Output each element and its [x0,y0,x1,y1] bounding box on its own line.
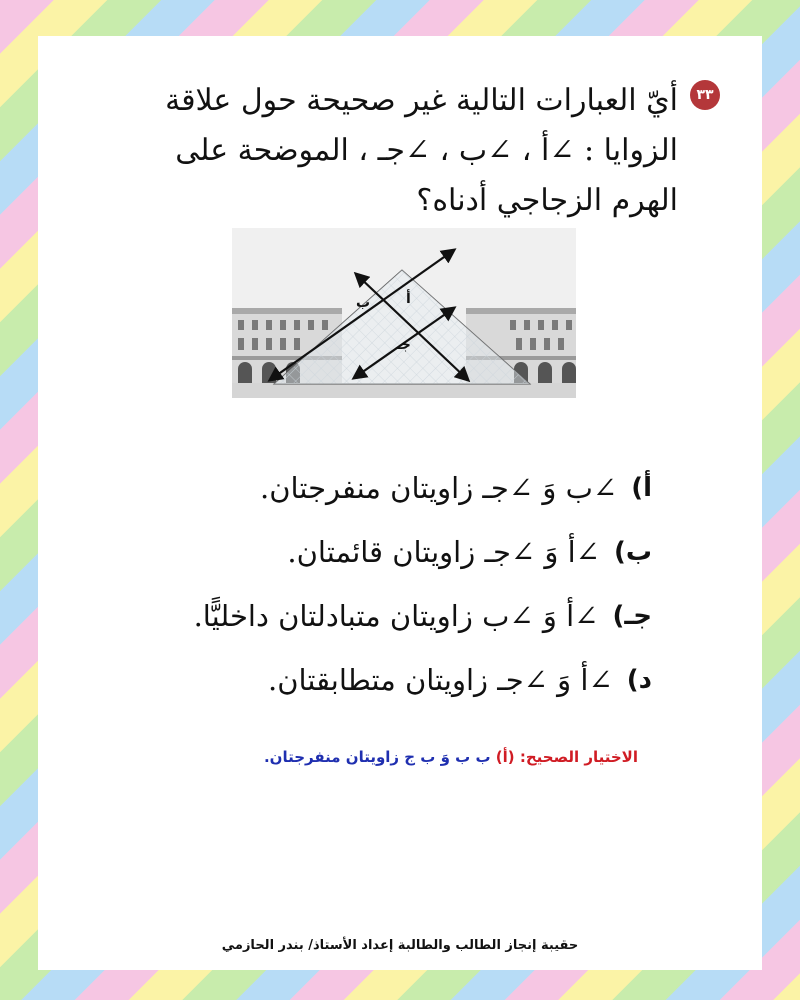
pyramid-diagram [232,228,576,398]
angle-label-b: ب [356,295,371,311]
question-line-2: الزوايا : ∠أ ، ∠ب ، ∠جـ ، الموضحة على [175,133,678,168]
angle-label-a: أ [406,291,411,307]
answer-options [132,456,652,712]
correct-answer-label: الاختيار الصحيح: (أ) [495,748,638,766]
correct-answer [198,748,638,766]
option-c-letter: جـ) [612,601,652,631]
question-line-1: أيّ العبارات التالية غير صحيحة حول علاقة [165,83,678,118]
angle-label-c: جـ [396,337,411,353]
question-number-badge: ٣٣ [690,80,720,110]
ground [232,383,576,398]
option-c-text: ∠أ وَ ∠ب زاويتان متبادلتان داخليًّا. [193,599,599,633]
option-b-letter: ب) [613,537,652,567]
option-d-text: ∠أ وَ ∠جـ زاويتان متطابقتان. [268,663,613,697]
option-b[interactable] [132,520,652,584]
option-d[interactable] [132,648,652,712]
option-a-text: ∠ب وَ ∠جـ زاويتان منفرجتان. [259,471,618,505]
option-a-letter: أ) [631,473,652,503]
question-line-3: الهرم الزجاجي أدناه؟ [416,183,678,218]
correct-answer-text: ﺏ ب وَ ﺏ ج زاويتان منفرجتان. [263,748,491,766]
option-a[interactable] [132,456,652,520]
worksheet-page [38,36,762,970]
option-b-text: ∠أ وَ ∠جـ زاويتان قائمتان. [287,535,600,569]
option-c[interactable] [132,584,652,648]
footer-credit: حقيبة إنجاز الطالب والطالبة إعداد الأستاذ/ بندر الحازمي [221,938,579,953]
option-d-letter: د) [626,665,652,695]
question-text [118,76,678,226]
glass-pyramid-figure [232,228,576,398]
